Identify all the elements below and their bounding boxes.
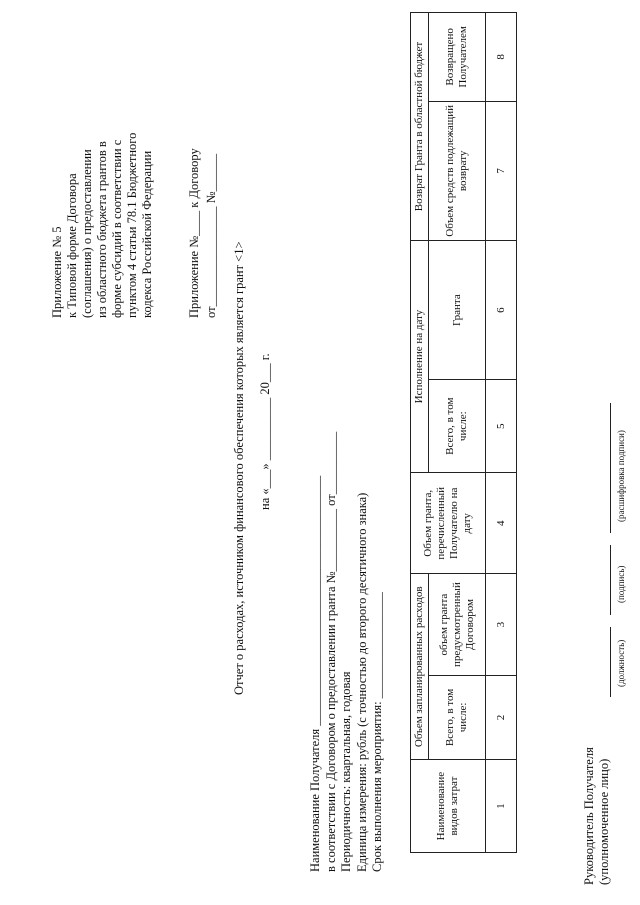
annex-line: из областного бюджета грантов в bbox=[95, 141, 109, 318]
contract-annex-line1: Приложение №____ к Договору bbox=[187, 148, 201, 318]
col-planned: Объем запланированных расходов bbox=[411, 574, 429, 760]
col-transferred: Объем гранта, перечисленный Получателю на дату bbox=[411, 473, 486, 574]
contract-annex-line2: от________________ №______ bbox=[204, 153, 218, 318]
column-number: 4 bbox=[486, 473, 517, 574]
annex-line: (соглашения) о предоставлении bbox=[80, 149, 94, 318]
annex-line: Приложение № 5 bbox=[50, 226, 64, 318]
col-expense-type: Наименование видов затрат bbox=[411, 760, 486, 853]
execution-term: Срок выполнения мероприятия: _________________ bbox=[370, 592, 384, 872]
col-planned-total: Всего, в том числе: bbox=[429, 675, 486, 759]
col-execution: Исполнение на дату bbox=[411, 240, 429, 472]
head-title-line1: Руководитель Получателя bbox=[582, 747, 596, 885]
decoding-line bbox=[610, 403, 611, 533]
annex-line: пунктом 4 статьи 78.1 Бюджетного bbox=[125, 132, 139, 318]
annex-line: форме субсидий в соответствии с bbox=[110, 139, 124, 318]
table-number-row bbox=[486, 13, 517, 853]
column-number: 3 bbox=[486, 574, 517, 675]
measurement-unit: Единица измерения: рубль (с точностью до второго десятичного знака) bbox=[354, 492, 369, 872]
recipient-name: Наименование Получателя ________________________________________ bbox=[308, 475, 322, 872]
col-exec-total: Всего, в том числе: bbox=[429, 380, 486, 473]
position-line bbox=[610, 627, 611, 697]
signature-block bbox=[582, 747, 612, 885]
col-refund-due: Объем средств подлежащий возврату bbox=[429, 101, 486, 240]
col-refund: Возврат Гранта в областной бюджет bbox=[411, 13, 429, 241]
signature-label: (подпись) bbox=[616, 565, 626, 603]
annex-line: кодекса Российской Федерации bbox=[140, 150, 154, 318]
column-number: 1 bbox=[486, 760, 517, 853]
signature-line bbox=[610, 545, 611, 615]
report-meta bbox=[308, 432, 386, 872]
col-exec-grant: Гранта bbox=[429, 240, 486, 379]
periodicity: Периодичность: квартальная, годовая bbox=[339, 671, 353, 872]
position-label: (должность) bbox=[616, 639, 626, 687]
column-number: 5 bbox=[486, 380, 517, 473]
col-refund-returned: Возвращено Получателем bbox=[429, 13, 486, 102]
expense-table bbox=[410, 12, 517, 853]
table-header-row bbox=[411, 13, 429, 853]
column-number: 6 bbox=[486, 240, 517, 379]
column-number: 2 bbox=[486, 675, 517, 759]
head-title-line2: (уполномоченное лицо) bbox=[597, 758, 611, 885]
column-number: 8 bbox=[486, 13, 517, 102]
report-date-line: на «___» __________ 20___ г. bbox=[258, 353, 272, 510]
contract-annex-ref bbox=[186, 148, 220, 318]
annex-header bbox=[50, 18, 155, 318]
column-number: 7 bbox=[486, 101, 517, 240]
decoding-label: (расшифровка подписи) bbox=[616, 430, 626, 522]
col-grant-by-contract: объем гранта предусмотренный Договором bbox=[429, 574, 486, 675]
annex-line: к Типовой форме Договора bbox=[65, 173, 79, 318]
table-subheader-row bbox=[429, 13, 486, 853]
report-title: Отчет о расходах, источником финансового обеспечения которых является грант <1> bbox=[232, 241, 246, 695]
contract-ref: в соответствии с Договором о предоставлении гранта №__________ от__________ bbox=[323, 431, 338, 872]
